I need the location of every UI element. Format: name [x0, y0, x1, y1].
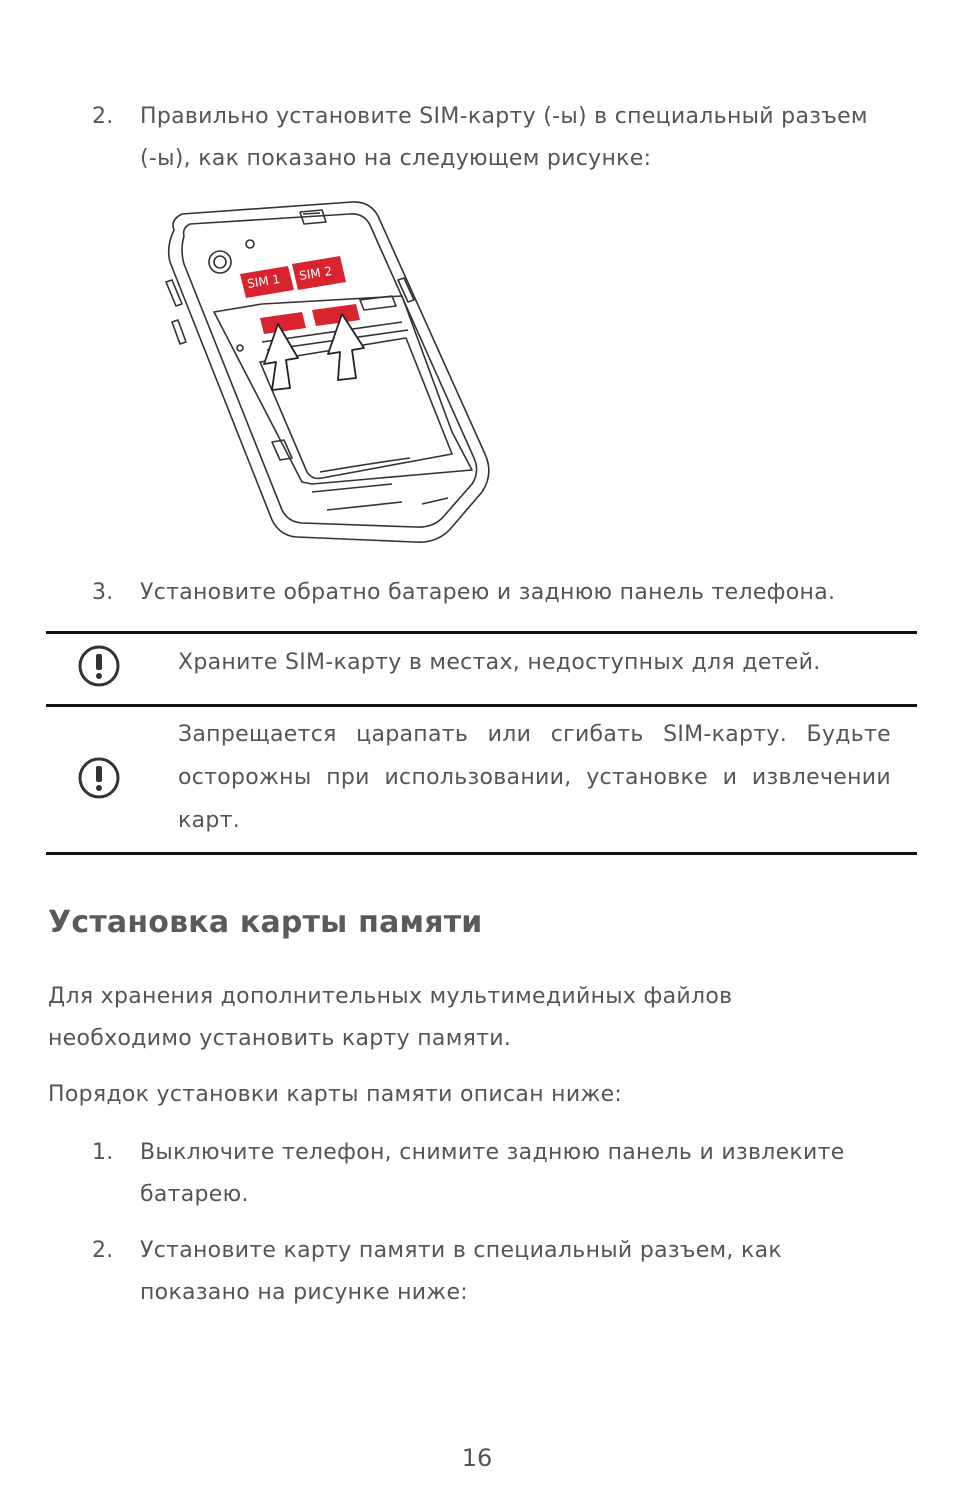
- paragraph-line: необходимо установить карту памяти.: [48, 1026, 512, 1051]
- sim1-label: SIM 1: [246, 271, 282, 291]
- step-text-line: Выключите телефон, снимите заднюю панель и извлеките: [140, 1140, 845, 1165]
- step-number: 2.: [92, 104, 114, 129]
- step-text-line: батарею.: [140, 1182, 249, 1207]
- sim2-label: SIM 2: [298, 263, 334, 283]
- phone-sim-illustration: [152, 192, 497, 557]
- step-text-line: Установите карту памяти в специальный разъем, как: [140, 1238, 782, 1263]
- warning-note: [46, 707, 917, 853]
- step-text-line: Установите обратно батарею и заднюю панель телефона.: [140, 580, 836, 605]
- note-text-line: Запрещается царапать или сгибать SIM-карту. Будьте: [178, 722, 891, 747]
- exclamation-circle-icon: [76, 755, 122, 801]
- step-number: 2.: [92, 1238, 114, 1263]
- section-heading: Установка карты памяти: [48, 905, 483, 940]
- exclamation-circle-icon: [76, 643, 122, 689]
- step-text-line: (-ы), как показано на следующем рисунке:: [140, 146, 652, 171]
- paragraph: [48, 976, 868, 1060]
- paragraph-line: Для хранения дополнительных мультимедийных файлов: [48, 984, 733, 1009]
- warning-note: [46, 634, 917, 704]
- step-text-line: показано на рисунке ниже:: [140, 1280, 469, 1305]
- paragraph: Порядок установки карты памяти описан ниже:: [48, 1082, 623, 1107]
- step-number: 1.: [92, 1140, 114, 1165]
- note-text-line: карт.: [178, 808, 241, 833]
- page-number: 16: [461, 1444, 493, 1472]
- divider-line: [46, 852, 917, 855]
- step-text-line: Правильно установите SIM-карту (-ы) в специальный разъем: [140, 104, 868, 129]
- step-number: 3.: [92, 580, 114, 605]
- sim1-slot: [260, 312, 306, 334]
- sim2-slot: [312, 304, 360, 326]
- note-text-line: осторожны при использовании, установке и извлечении: [178, 765, 891, 790]
- note-text: Храните SIM-карту в местах, недоступных для детей.: [178, 650, 821, 675]
- note-text: [178, 713, 891, 842]
